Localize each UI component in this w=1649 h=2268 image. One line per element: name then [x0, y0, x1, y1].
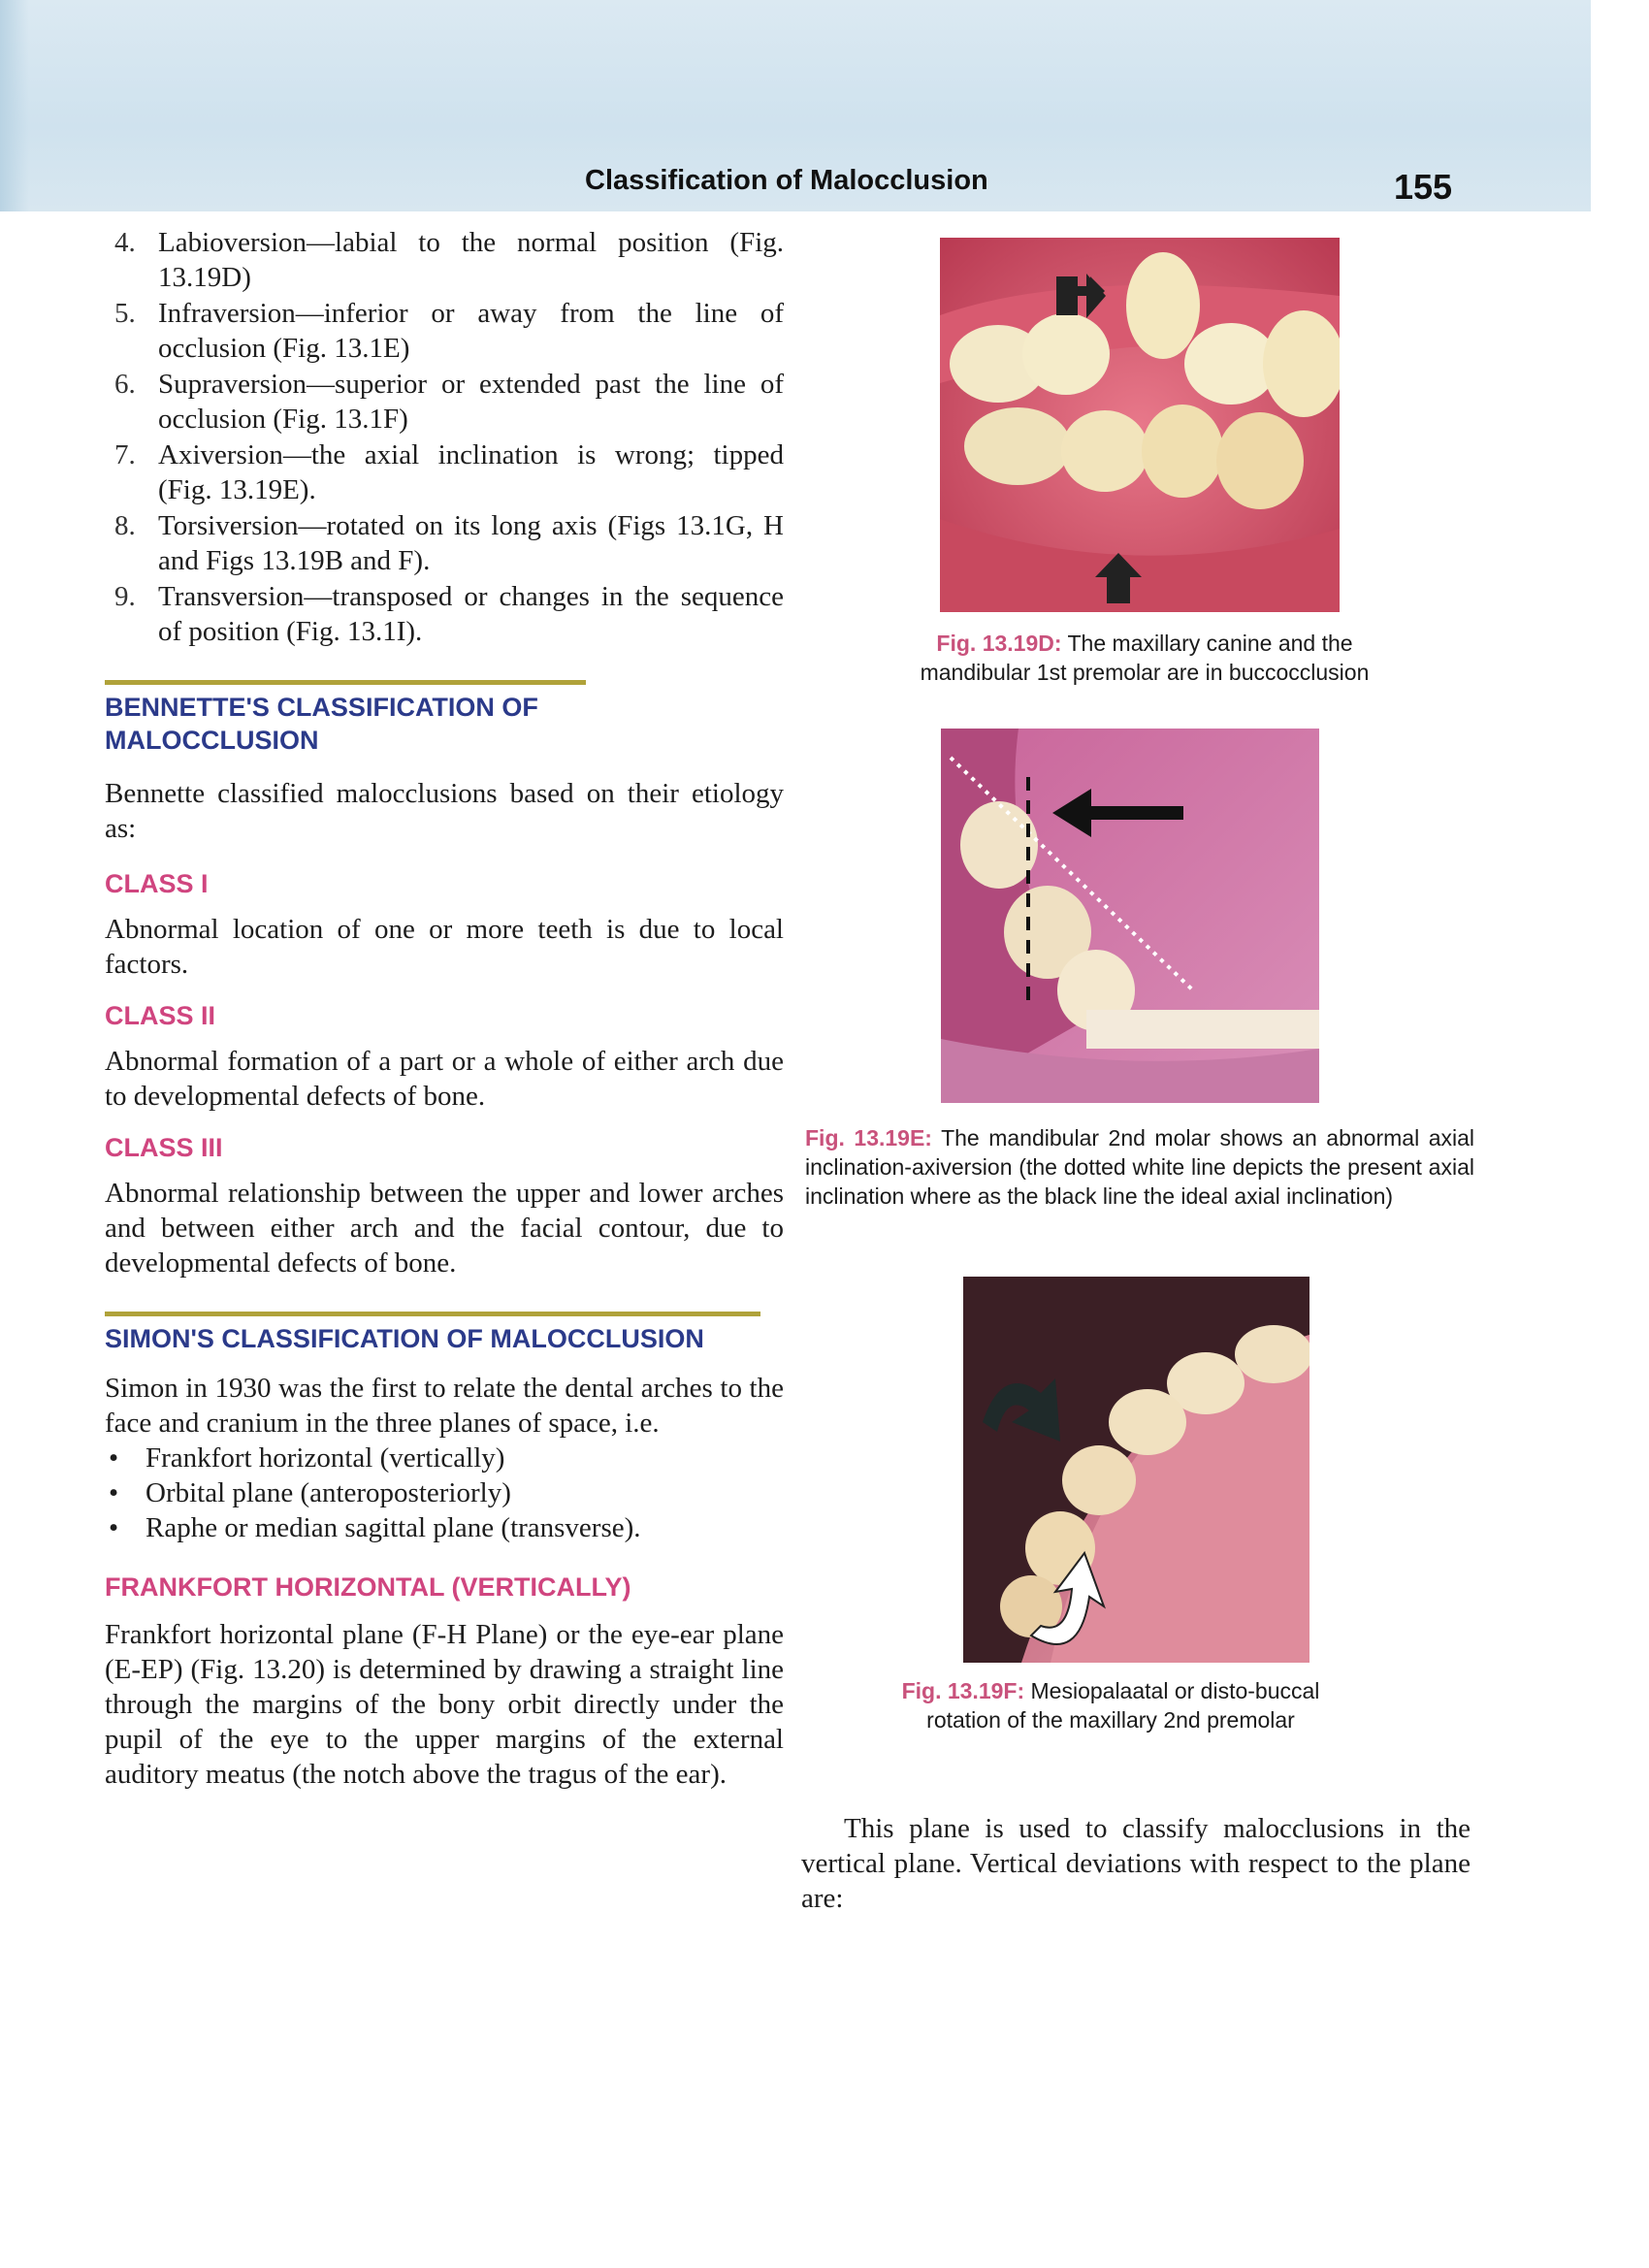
- class-3-heading: CLASS III: [105, 1133, 223, 1162]
- list-text: Transversion—transposed or changes in the sequence of position (Fig. 13.1I).: [158, 581, 784, 647]
- bullet-text: Raphe or median sagittal plane (transverse).: [146, 1512, 641, 1543]
- list-item: [105, 296, 784, 366]
- bullet-dot-icon: •: [109, 1512, 119, 1543]
- running-title: Classification of Malocclusion: [585, 165, 988, 196]
- bennette-heading: BENNETTE'S CLASSIFICATION OF MALOCCLUSION: [105, 680, 586, 757]
- list-item: [105, 579, 784, 649]
- figure-label: Fig. 13.19F:: [901, 1678, 1025, 1703]
- bullet-item: [105, 1441, 784, 1475]
- figure-13-19d-caption: [892, 629, 1397, 687]
- simon-heading: SIMON'S CLASSIFICATION OF MALOCCLUSION: [105, 1312, 760, 1355]
- bullet-item: [105, 1510, 784, 1545]
- list-text: Labioversion—labial to the normal position (Fig. 13.19D): [158, 227, 784, 293]
- right-column-paragraph: This plane is used to classify malocclusions in the vertical plane. Vertical deviations with respect to the plane are:: [801, 1813, 1471, 1914]
- class-1-heading: CLASS I: [105, 869, 209, 898]
- list-number: 5.: [114, 298, 136, 329]
- list-number: 4.: [114, 227, 136, 258]
- bullet-dot-icon: •: [109, 1442, 119, 1474]
- figure-13-19e-caption: [805, 1123, 1474, 1211]
- figure-13-19f-photo: [963, 1277, 1310, 1663]
- frankfort-text: Frankfort horizontal plane (F-H Plane) or the eye-ear plane (E-EP) (Fig. 13.20) is determined by drawing a straight line through the margins of the bony orbit directly under the pupil of the eye to the upper margins of the external auditory meatus (the notch above the tragus of the ear).: [105, 1619, 784, 1790]
- page-number: 155: [1394, 167, 1453, 207]
- figure-13-19f-caption: [873, 1676, 1348, 1734]
- figure-13-19d-photo: [940, 238, 1340, 612]
- class-3-text: Abnormal relationship between the upper and lower arches and between either arch and the facial contour, due to developmental defects of bone.: [105, 1178, 784, 1279]
- list-number: 6.: [114, 369, 136, 400]
- list-item: [105, 367, 784, 437]
- figure-label: Fig. 13.19D:: [936, 631, 1062, 656]
- class-2-heading: CLASS II: [105, 1001, 216, 1030]
- figure-label: Fig. 13.19E:: [805, 1125, 932, 1150]
- list-number: 8.: [114, 510, 136, 541]
- bullet-item: [105, 1475, 784, 1510]
- figure-caption-text: The maxillary canine and the mandibular 1st premolar are in buccocclusion: [920, 631, 1370, 685]
- list-item: [105, 225, 784, 295]
- figure-caption-text: The mandibular 2nd molar shows an abnormal axial inclination-axiversion (the dotted white line depicts the present axial inclination where as the black line the ideal axial inclination): [805, 1125, 1474, 1209]
- simon-intro: Simon in 1930 was the first to relate the dental arches to the face and cranium in the three planes of space, i.e.: [105, 1373, 784, 1439]
- bullet-dot-icon: •: [109, 1477, 119, 1508]
- bennette-intro: Bennette classified malocclusions based on their etiology as:: [105, 778, 784, 844]
- list-number: 9.: [114, 581, 136, 612]
- class-1-text: Abnormal location of one or more teeth is due to local factors.: [105, 914, 784, 980]
- figure-caption-text: Mesiopalaatal or disto-buccal rotation of the maxillary 2nd premolar: [926, 1678, 1320, 1733]
- version-list: [105, 225, 784, 649]
- left-column: [105, 225, 784, 1792]
- simon-bullets: [105, 1441, 784, 1545]
- list-item: [105, 437, 784, 507]
- figure-13-19e-photo: [941, 729, 1319, 1103]
- list-number: 7.: [114, 439, 136, 470]
- list-text: Infraversion—inferior or away from the line of occlusion (Fig. 13.1E): [158, 298, 784, 364]
- list-text: Supraversion—superior or extended past the line of occlusion (Fig. 13.1F): [158, 369, 784, 435]
- frankfort-heading: FRANKFORT HORIZONTAL (VERTICALLY): [105, 1572, 631, 1602]
- list-item: [105, 508, 784, 578]
- list-text: Axiversion—the axial inclination is wrong; tipped (Fig. 13.19E).: [158, 439, 784, 505]
- list-text: Torsiversion—rotated on its long axis (Figs 13.1G, H and Figs 13.19B and F).: [158, 510, 784, 576]
- bullet-text: Frankfort horizontal (vertically): [146, 1442, 505, 1474]
- class-2-text: Abnormal formation of a part or a whole of either arch due to developmental defects of bone.: [105, 1046, 784, 1112]
- bullet-text: Orbital plane (anteroposteriorly): [146, 1477, 511, 1508]
